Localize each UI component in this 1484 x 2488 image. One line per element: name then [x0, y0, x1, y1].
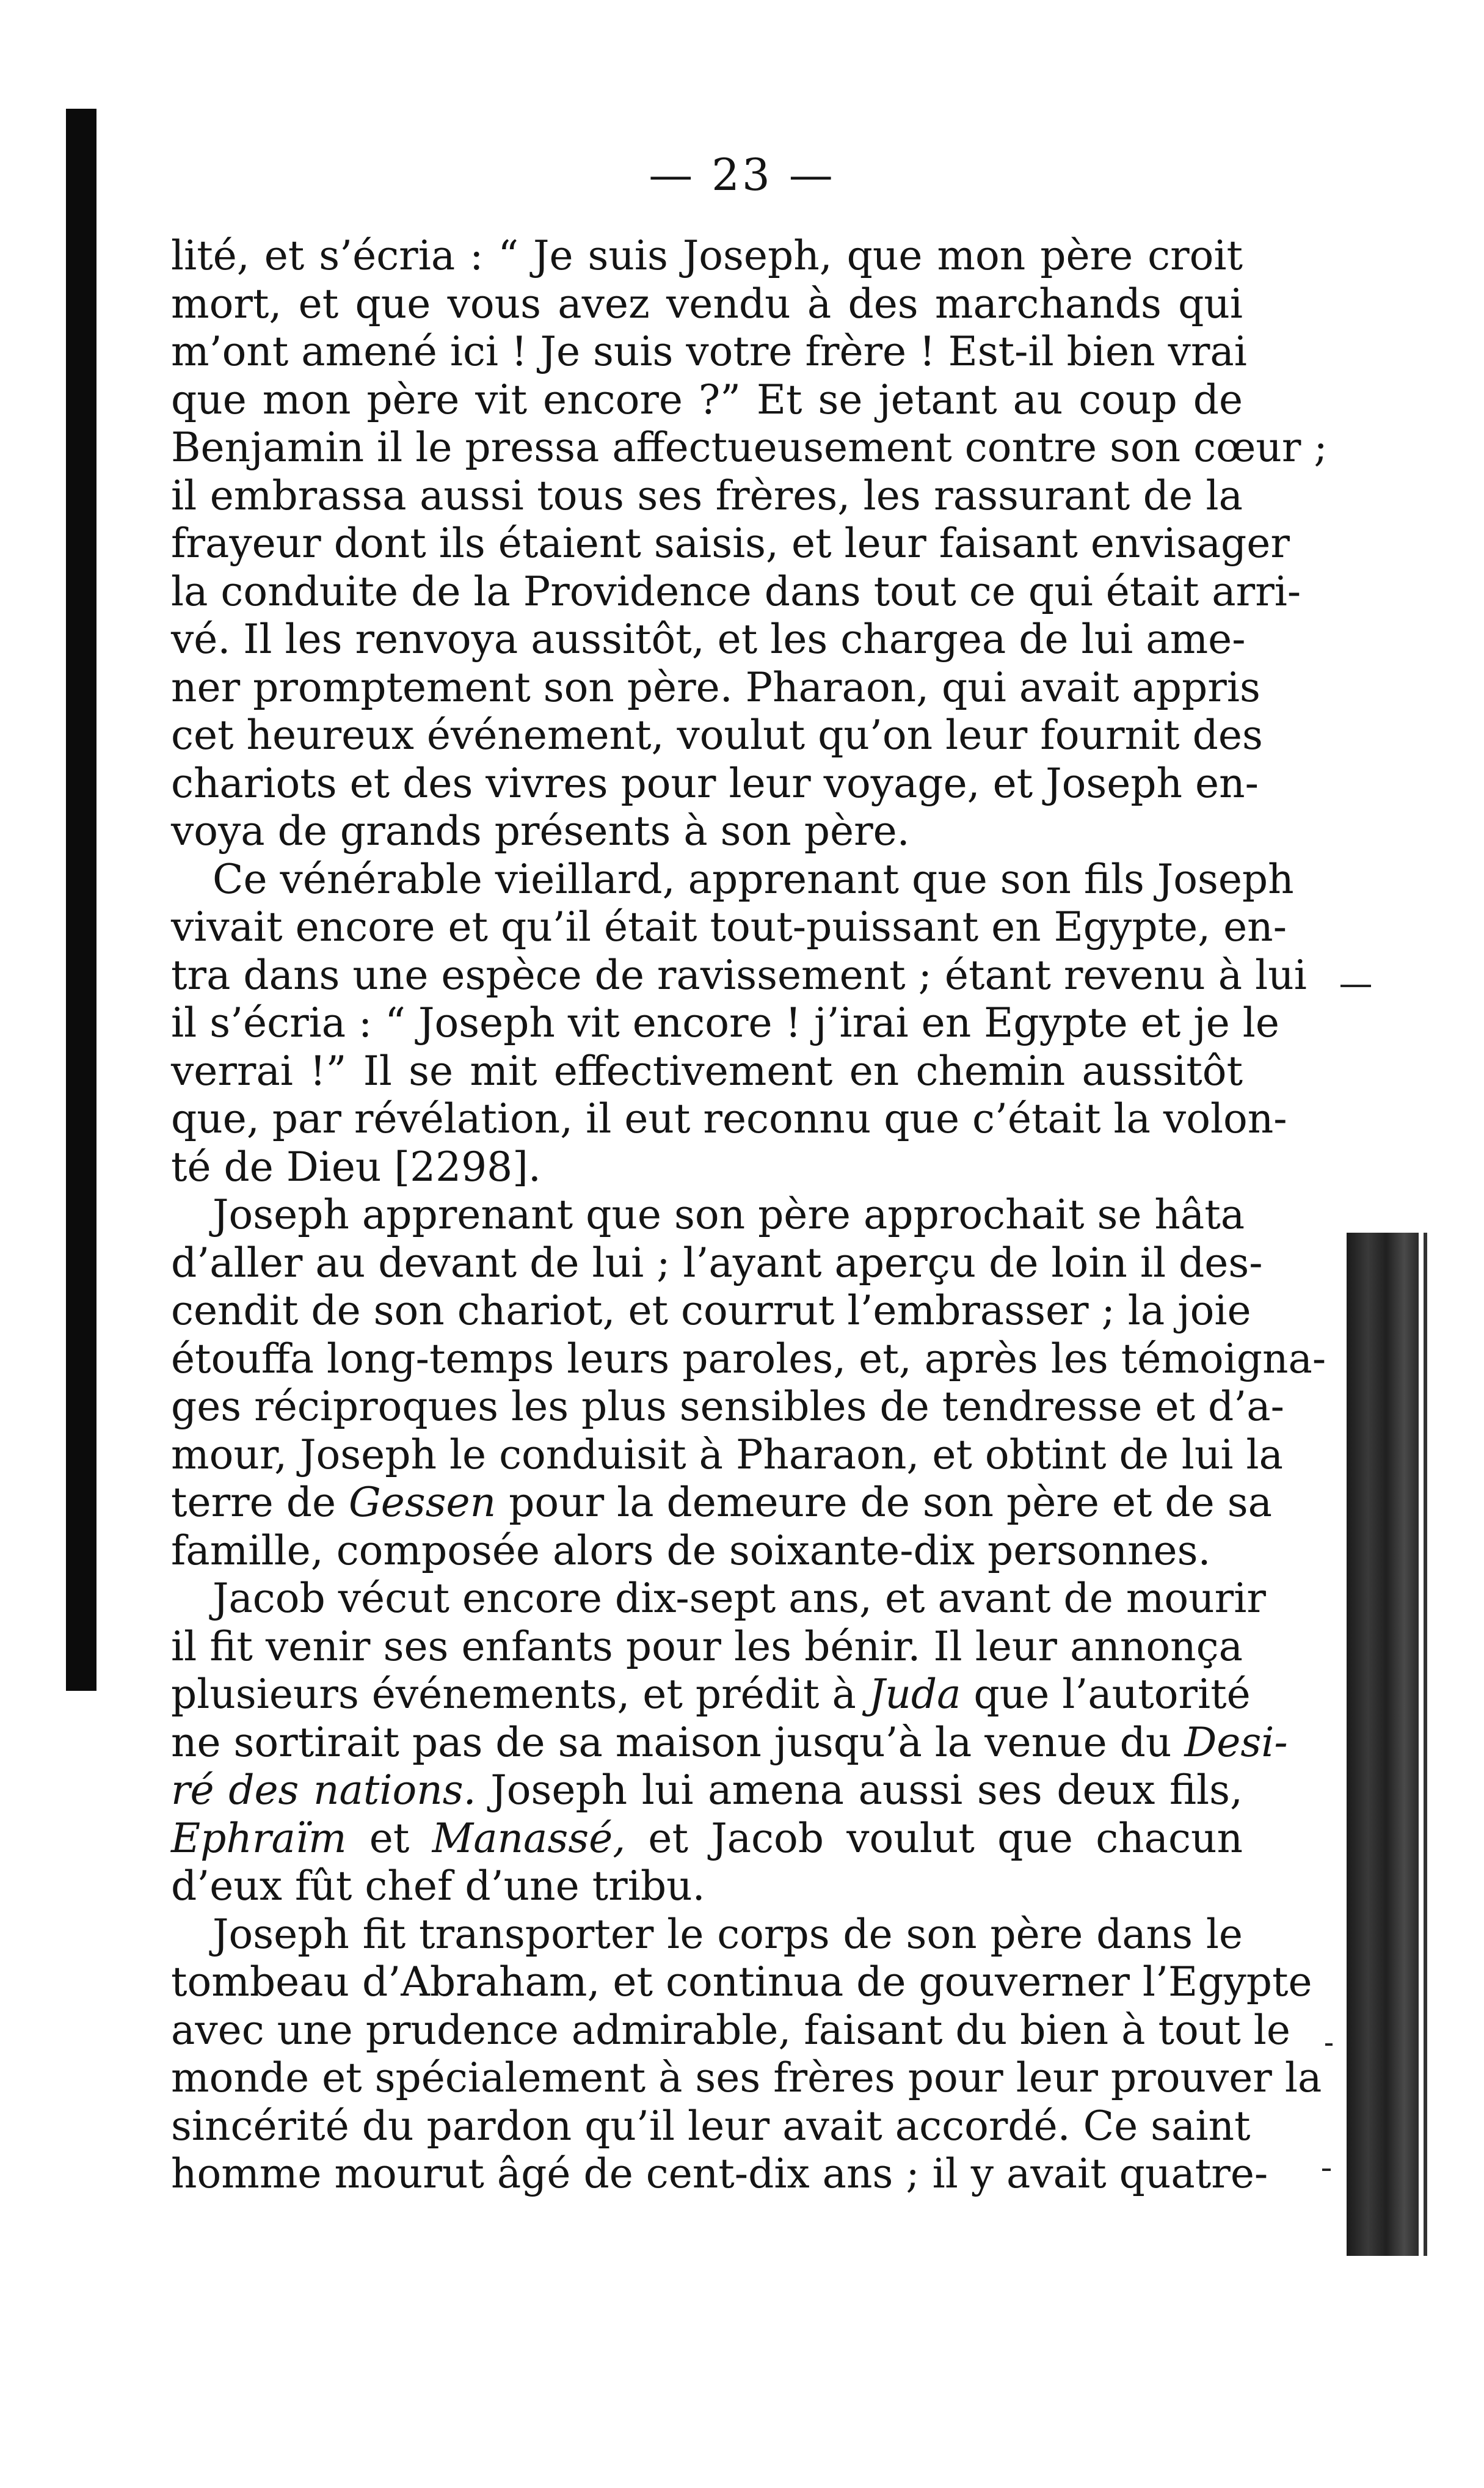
text-line: vé. Il les renvoya aussitôt, et les chargea de lui ame- — [171, 616, 1246, 663]
paragraph — [171, 232, 1328, 856]
scan-mark — [1322, 2169, 1331, 2171]
text-run: terre de — [171, 1479, 349, 1526]
italic-title: Desi- — [1184, 1718, 1288, 1766]
text-line: Joseph apprenant que son père approchait se hâta — [213, 1191, 1245, 1238]
italic-place-name: Gessen — [349, 1479, 496, 1526]
text-line: d’aller au devant de lui ; l’ayant aperçu de loin il des- — [171, 1239, 1263, 1286]
text-line: ner promptement son père. Pharaon, qui avait appris — [171, 663, 1260, 711]
text-line: mort, et que vous avez vendu à des marchands qui — [171, 280, 1243, 327]
scan-mark — [1325, 2043, 1333, 2046]
paragraph — [171, 1191, 1326, 1575]
paragraph — [171, 1910, 1322, 2198]
body-text — [171, 232, 1328, 2198]
text-run: et Jacob voulut que chacun — [625, 1814, 1243, 1862]
text-run: pour la demeure de son père et de sa — [496, 1479, 1272, 1526]
text-line: famille, composée alors de soixante-dix personnes. — [171, 1527, 1211, 1574]
italic-name: Manassé, — [432, 1814, 626, 1862]
text-line: sincérité du pardon qu’il leur avait accordé. Ce saint — [171, 2102, 1251, 2150]
italic-title: ré des nations. — [171, 1767, 476, 1814]
text-line: il fit venir ses enfants pour les bénir. Il leur annonça — [171, 1622, 1243, 1670]
italic-name: Juda — [868, 1671, 961, 1718]
text-line: que, par révélation, il eut reconnu que c’était la volon- — [171, 1095, 1287, 1142]
text-line — [171, 1767, 1243, 1815]
text-run: ne sortirait pas de sa maison jusqu’à la venue du — [171, 1718, 1185, 1766]
text-line: cendit de son chariot, et courrut l’embrasser ; la joie — [171, 1287, 1251, 1334]
text-run: que l’autorité — [961, 1671, 1251, 1718]
text-run: et — [346, 1814, 432, 1862]
text-line — [171, 1671, 1251, 1719]
text-line: tombeau d’Abraham, et continua de gouverner l’Egypte — [171, 1958, 1312, 2005]
paragraph — [171, 855, 1307, 1192]
italic-name: Ephraïm — [171, 1814, 347, 1862]
text-line: tra dans une espèce de ravissement ; étant revenu à lui — [171, 951, 1307, 999]
text-line: mour, Joseph le conduisit à Pharaon, et obtint de lui la — [171, 1431, 1283, 1478]
text-run: Joseph lui amena aussi ses deux fils, — [476, 1767, 1243, 1814]
text-line: vivait encore et qu’il était tout-puissant en Egypte, en- — [171, 903, 1287, 950]
scan-binding-shadow-left — [66, 109, 96, 1691]
text-line: homme mourut âgé de cent-dix ans ; il y avait quatre- — [171, 2150, 1268, 2197]
text-line: avec une prudence admirable, faisant du bien à tout le — [171, 2006, 1290, 2054]
text-line: frayeur dont ils étaient saisis, et leur faisant envisager — [171, 520, 1290, 567]
text-line: monde et spécialement à ses frères pour leur prouver la — [171, 2054, 1322, 2101]
text-line: chariots et des vivres pour leur voyage, et Joseph en- — [171, 759, 1259, 807]
text-line: ges réciproques les plus sensibles de tendresse et d’a- — [171, 1383, 1284, 1430]
text-line — [171, 1479, 1272, 1527]
text-run: plusieurs événements, et prédit à — [171, 1671, 869, 1718]
text-line: Joseph fit transporter le corps de son père dans le — [213, 1910, 1243, 1958]
scan-edge-shadow-right — [1347, 1233, 1419, 2256]
scan-mark — [1340, 985, 1371, 987]
text-line: il embrassa aussi tous ses frères, les rassurant de la — [171, 472, 1243, 519]
text-line: Benjamin il le pressa affectueusement contre son cœur ; — [171, 424, 1328, 471]
paragraph — [171, 1575, 1288, 1911]
text-line: il s’écria : “ Joseph vit encore ! j’irai en Egypte et je le — [171, 999, 1279, 1046]
text-line: lité, et s’écria : “ Je suis Joseph, que mon père croit — [171, 232, 1243, 279]
text-line: cet heureux événement, voulut qu’on leur fournit des — [171, 712, 1263, 759]
text-line: Ce vénérable vieillard, apprenant que son fils Joseph — [213, 855, 1294, 903]
text-line — [171, 1718, 1288, 1767]
text-line: té de Dieu [2298]. — [171, 1143, 541, 1191]
text-line: la conduite de la Providence dans tout ce qui était arri- — [171, 567, 1301, 615]
page-number: — 23 — — [649, 149, 835, 200]
text-line: m’ont amené ici ! Je suis votre frère ! Est-il bien vrai — [171, 328, 1247, 375]
text-line: verrai !” Il se mit effectivement en chemin aussitôt — [171, 1047, 1243, 1095]
text-line: Jacob vécut encore dix-sept ans, et avant de mourir — [213, 1575, 1266, 1622]
text-line: voya de grands présents à son père. — [171, 808, 910, 855]
text-line — [171, 1815, 1243, 1863]
text-line: d’eux fût chef d’une tribu. — [171, 1862, 705, 1910]
text-line: étouffa long-temps leurs paroles, et, après les témoigna- — [171, 1335, 1326, 1382]
text-line: que mon père vit encore ?” Et se jetant au coup de — [171, 376, 1243, 423]
